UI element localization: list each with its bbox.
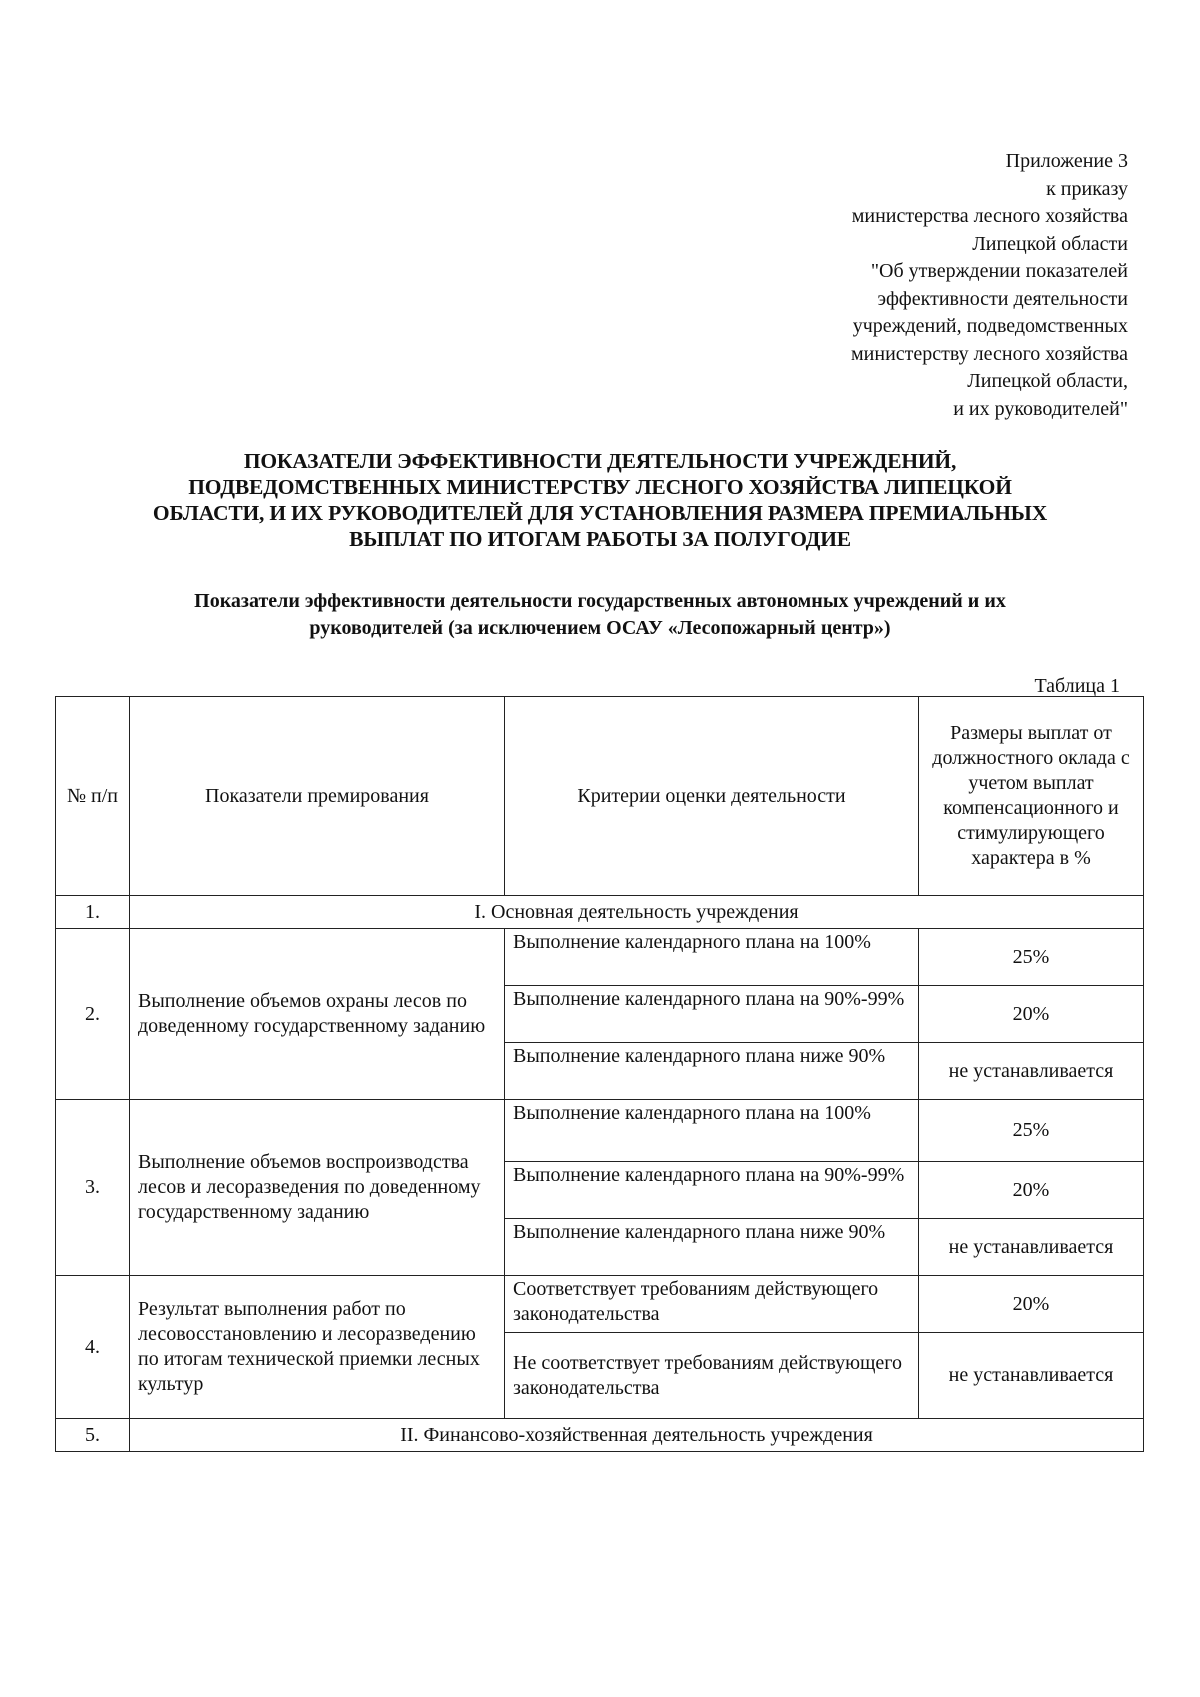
indicator-cell: Выполнение объемов воспроизводства лесов и лесоразведения по доведенному государственному заданию <box>130 1100 505 1276</box>
indicator-cell: Результат выполнения работ по лесовосстановлению и лесоразведению по итогам технической приемки лесных культур <box>130 1276 505 1419</box>
criteria-cell: Выполнение календарного плана ниже 90% <box>505 1043 919 1100</box>
row-number: 5. <box>56 1419 130 1452</box>
criteria-cell: Выполнение календарного плана ниже 90% <box>505 1219 919 1276</box>
title-line: ПОДВЕДОМСТВЕННЫХ МИНИСТЕРСТВУ ЛЕСНОГО ХОЗЯЙСТВА ЛИПЕЦКОЙ <box>188 475 1012 499</box>
header-indicator: Показатели премирования <box>130 697 505 896</box>
criteria-cell: Не соответствует требованиям действующего законодательства <box>505 1333 919 1419</box>
appendix-line: министерству лесного хозяйства <box>851 342 1128 365</box>
criteria-cell: Выполнение календарного плана на 100% <box>505 1100 919 1162</box>
title-line: ВЫПЛАТ ПО ИТОГАМ РАБОТЫ ЗА ПОЛУГОДИЕ <box>349 527 851 551</box>
title-line: ОБЛАСТИ, И ИХ РУКОВОДИТЕЛЕЙ ДЛЯ УСТАНОВЛЕНИЯ РАЗМЕРА ПРЕМИАЛЬНЫХ <box>152 501 1048 525</box>
appendix-line: Приложение 3 <box>1005 150 1128 172</box>
payment-cell: не устанавливается <box>919 1219 1144 1276</box>
title-line: ПОКАЗАТЕЛИ ЭФФЕКТИВНОСТИ ДЕЯТЕЛЬНОСТИ УЧРЕЖДЕНИЙ, <box>243 449 957 473</box>
appendix-line: и их руководителей" <box>953 397 1128 420</box>
appendix-header <box>608 148 1128 423</box>
kpi-table <box>55 696 1144 1452</box>
payment-cell: 25% <box>919 929 1144 986</box>
header-criteria: Критерии оценки деятельности <box>505 697 919 896</box>
appendix-line: Липецкой области, <box>967 370 1128 392</box>
header-payment: Размеры выплат от должностного оклада с учетом выплат компенсационного и стимулирующего характера в % <box>919 697 1144 896</box>
row-number: 2. <box>56 929 130 1100</box>
appendix-line: учреждений, подведомственных <box>852 315 1128 337</box>
header-num: № п/п <box>56 697 130 896</box>
criteria-cell: Выполнение календарного плана на 90%-99% <box>505 986 919 1043</box>
table-row <box>56 1276 1144 1333</box>
payment-cell: не устанавливается <box>919 1043 1144 1100</box>
appendix-line: министерства лесного хозяйства <box>851 205 1128 227</box>
payment-cell: 20% <box>919 1276 1144 1333</box>
criteria-cell: Выполнение календарного плана на 90%-99% <box>505 1162 919 1219</box>
indicator-cell: Выполнение объемов охраны лесов по доведенному государственному заданию <box>130 929 505 1100</box>
criteria-cell: Выполнение календарного плана на 100% <box>505 929 919 986</box>
section-row <box>56 896 1144 929</box>
criteria-cell: Соответствует требованиям действующего законодательства <box>505 1276 919 1333</box>
payment-cell: 20% <box>919 1162 1144 1219</box>
table-row <box>56 1100 1144 1162</box>
document-title <box>60 448 1140 552</box>
table-row <box>56 929 1144 986</box>
row-number: 4. <box>56 1276 130 1419</box>
table-caption: Таблица 1 <box>1034 675 1120 697</box>
row-number: 1. <box>56 896 130 929</box>
document-subtitle <box>60 588 1140 642</box>
appendix-line: "Об утверждении показателей <box>870 260 1128 282</box>
payment-cell: не устанавливается <box>919 1333 1144 1419</box>
appendix-line: эффективности деятельности <box>877 287 1128 310</box>
subtitle-line: руководителей (за исключением ОСАУ «Лесопожарный центр») <box>309 617 891 639</box>
appendix-line: к приказу <box>1046 177 1128 200</box>
section-title: II. Финансово-хозяйственная деятельность учреждения <box>130 1419 1144 1452</box>
row-number: 3. <box>56 1100 130 1276</box>
appendix-line: Липецкой области <box>972 232 1128 255</box>
section-title: I. Основная деятельность учреждения <box>130 896 1144 929</box>
payment-cell: 20% <box>919 986 1144 1043</box>
section-row <box>56 1419 1144 1452</box>
table-header-row <box>56 697 1144 896</box>
payment-cell: 25% <box>919 1100 1144 1162</box>
subtitle-line: Показатели эффективности деятельности государственных автономных учреждений и их <box>194 590 1006 612</box>
